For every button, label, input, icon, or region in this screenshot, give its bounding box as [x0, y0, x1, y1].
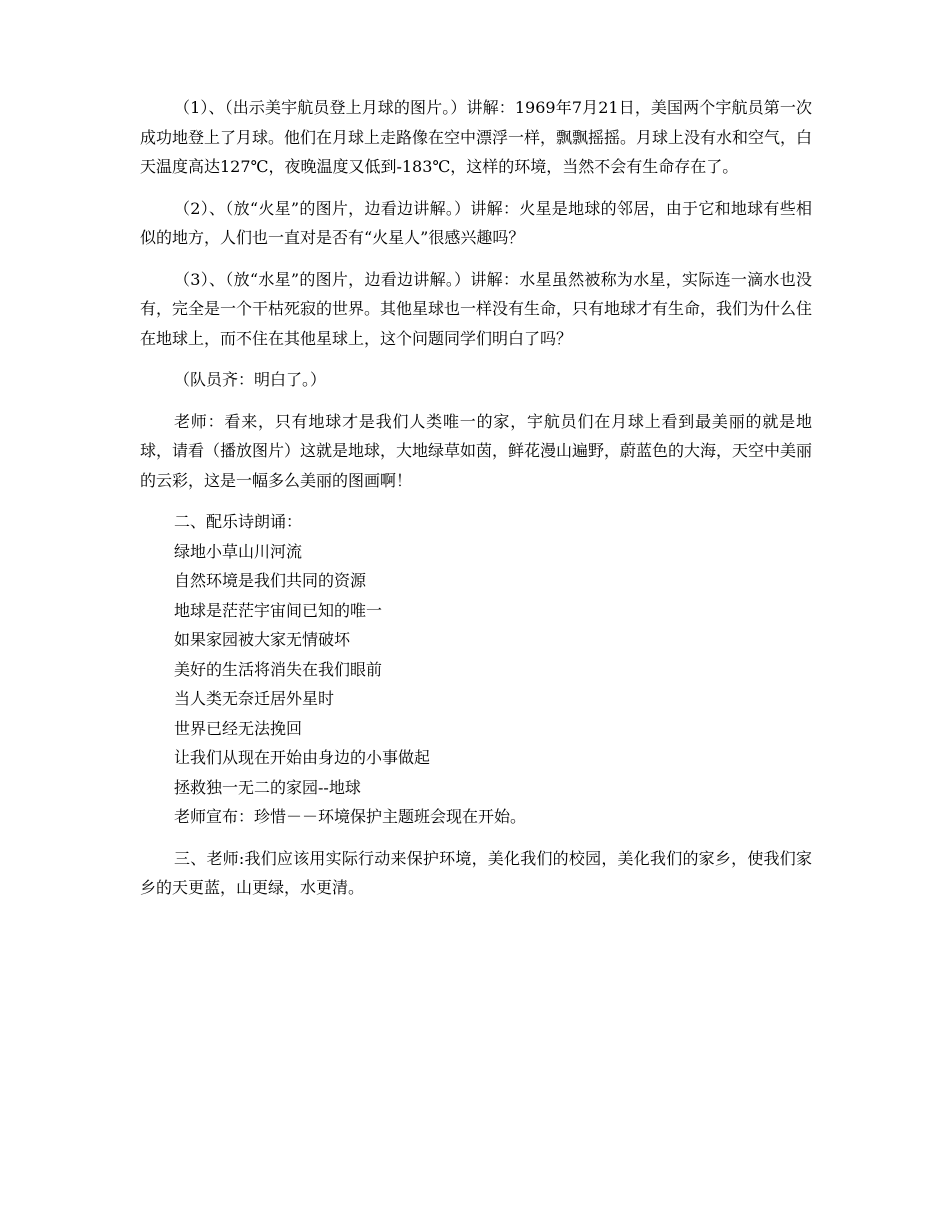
poem-line: 当人类无奈迁居外星时 — [174, 689, 335, 708]
section-heading-poem: 二、配乐诗朗诵： — [174, 512, 303, 531]
poem-line: 世界已经无法挽回 — [174, 718, 303, 738]
paragraph-mars: （2）、（放“火星”的图片，边看边讲解。）讲解：火星是地球的邻居，由于它和地球有些相似的地方，人们也一直对是否有“火星人”很感兴趣吗？ — [140, 198, 812, 247]
poem-line: 绿地小草山川河流 — [174, 541, 303, 561]
paragraph-teacher-earth: 老师：看来，只有地球才是我们人类唯一的家，宇航员们在月球上看到最美丽的就是地球，请看（播放图片）这就是地球，大地绿草如茵，鲜花漫山遍野，蔚蓝色的大海，天空中美丽的云彩，这是一幅多么美丽的图画啊！ — [140, 411, 813, 490]
poem-line: 自然环境是我们共同的资源 — [174, 571, 367, 590]
paragraph-mercury: （3）、（放“水星”的图片，边看边讲解。）讲解：水星虽然被称为水星，实际连一滴水也没有，完全是一个干枯死寂的世界。其他星球也一样没有生命，只有地球才有生命，我们为什么住在地球上，而不住在其他星球上，这个问题同学们明白了吗？ — [140, 269, 813, 348]
poem-line: 如果家园被大家无情破坏 — [174, 630, 351, 649]
paragraph-closing: 三、老师:我们应该用实际行动来保护环境，美化我们的校园，美化我们的家乡，使我们家乡的天更蓝，山更绿，水更清。 — [140, 848, 812, 897]
poem-line: 拯救独一无二的家园--地球 — [174, 777, 361, 797]
poem-line: 让我们从现在开始由身边的小事做起 — [174, 748, 431, 767]
poem-line: 地球是茫茫宇宙间已知的唯一 — [174, 600, 383, 620]
announcement: 老师宣布：珍惜－－环境保护主题班会现在开始。 — [174, 807, 527, 826]
paragraph-students-reply: （队员齐：明白了。） — [174, 370, 327, 389]
document-page — [140, 93, 812, 903]
poem-line: 美好的生活将消失在我们眼前 — [174, 659, 383, 679]
paragraph-moon: （1）、（出示美宇航员登上月球的图片。）讲解：1969年7月21日，美国两个宇航员第一次成功地登上了月球。他们在月球上走路像在空中漂浮一样，飘飘摇摇。月球上没有水和空气，白天温度高达127℃，夜晚温度又低到-183℃，这样的环境，当然不会有生命存在了。 — [140, 98, 813, 176]
